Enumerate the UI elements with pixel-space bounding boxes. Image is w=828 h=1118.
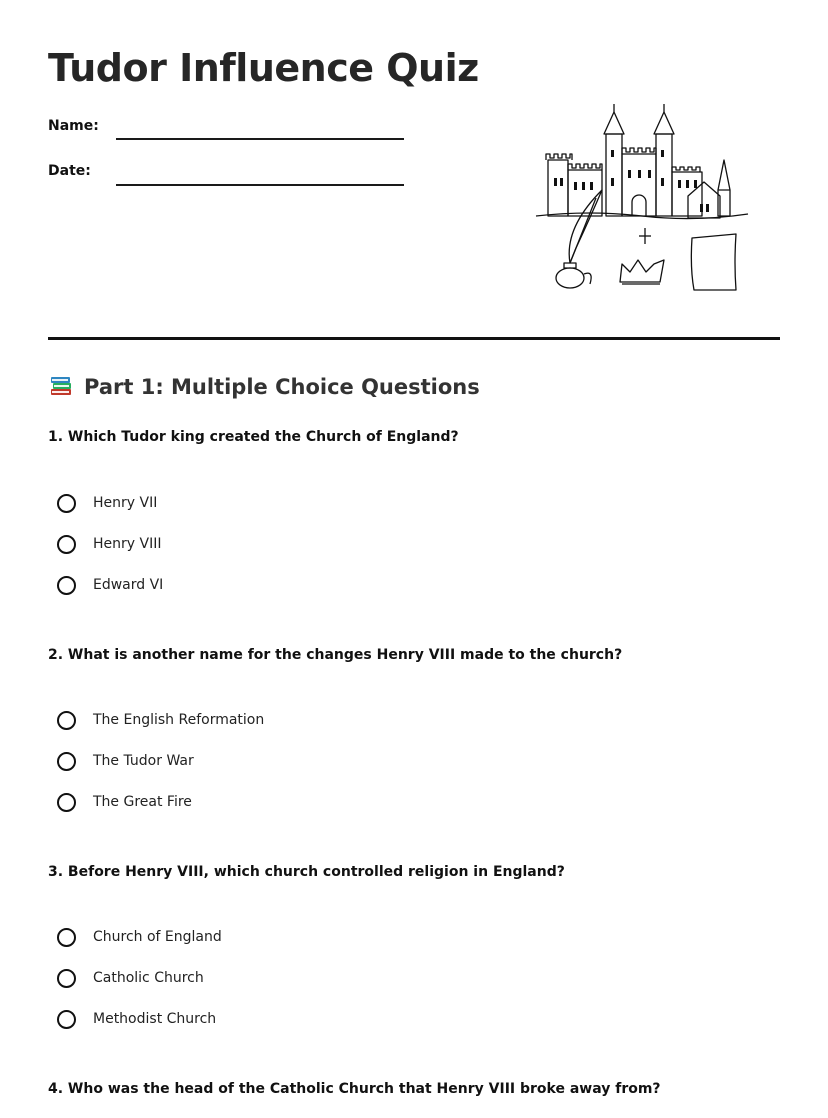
- radio-button[interactable]: [57, 752, 76, 771]
- quiz-title: Tudor Influence Quiz: [48, 46, 479, 90]
- question-1: 1. Which Tudor king created the Church of England?: [48, 429, 459, 445]
- q2-option-2[interactable]: [57, 748, 194, 774]
- option-label: Henry VIII: [93, 536, 162, 552]
- radio-button[interactable]: [57, 576, 76, 595]
- date-label: Date:: [48, 163, 91, 179]
- q1-option-3[interactable]: [57, 572, 163, 598]
- radio-button[interactable]: [57, 535, 76, 554]
- part-1-title-text: Part 1: Multiple Choice Questions: [84, 375, 480, 399]
- radio-button[interactable]: [57, 969, 76, 988]
- part-1-title: [48, 374, 480, 400]
- section-divider: [48, 337, 780, 340]
- radio-button[interactable]: [57, 494, 76, 513]
- option-label: The Tudor War: [93, 753, 194, 769]
- question-4: 4. Who was the head of the Catholic Church that Henry VIII broke away from?: [48, 1081, 661, 1097]
- option-label: The Great Fire: [93, 794, 192, 810]
- q3-option-2[interactable]: [57, 965, 204, 991]
- option-label: Henry VII: [93, 495, 158, 511]
- option-label: Church of England: [93, 929, 222, 945]
- option-label: Methodist Church: [93, 1011, 217, 1027]
- q3-option-3[interactable]: [57, 1006, 216, 1032]
- q1-option-2[interactable]: [57, 531, 161, 557]
- castle-illustration: [530, 98, 755, 298]
- q3-option-1[interactable]: [57, 924, 222, 950]
- radio-button[interactable]: [57, 711, 76, 730]
- option-label: The English Reformation: [93, 712, 265, 728]
- q2-option-3[interactable]: [57, 789, 192, 815]
- radio-button[interactable]: [57, 1010, 76, 1029]
- name-label: Name:: [48, 118, 99, 134]
- option-label: Edward VI: [93, 577, 164, 593]
- radio-button[interactable]: [57, 793, 76, 812]
- radio-button[interactable]: [57, 928, 76, 947]
- books-icon: [48, 374, 74, 400]
- name-input-line[interactable]: [116, 138, 404, 140]
- q1-option-1[interactable]: [57, 490, 157, 516]
- date-input-line[interactable]: [116, 184, 404, 186]
- option-label: Catholic Church: [93, 970, 204, 986]
- q2-option-1[interactable]: [57, 707, 264, 733]
- question-3: 3. Before Henry VIII, which church controlled religion in England?: [48, 864, 565, 880]
- question-2: 2. What is another name for the changes Henry VIII made to the church?: [48, 647, 623, 663]
